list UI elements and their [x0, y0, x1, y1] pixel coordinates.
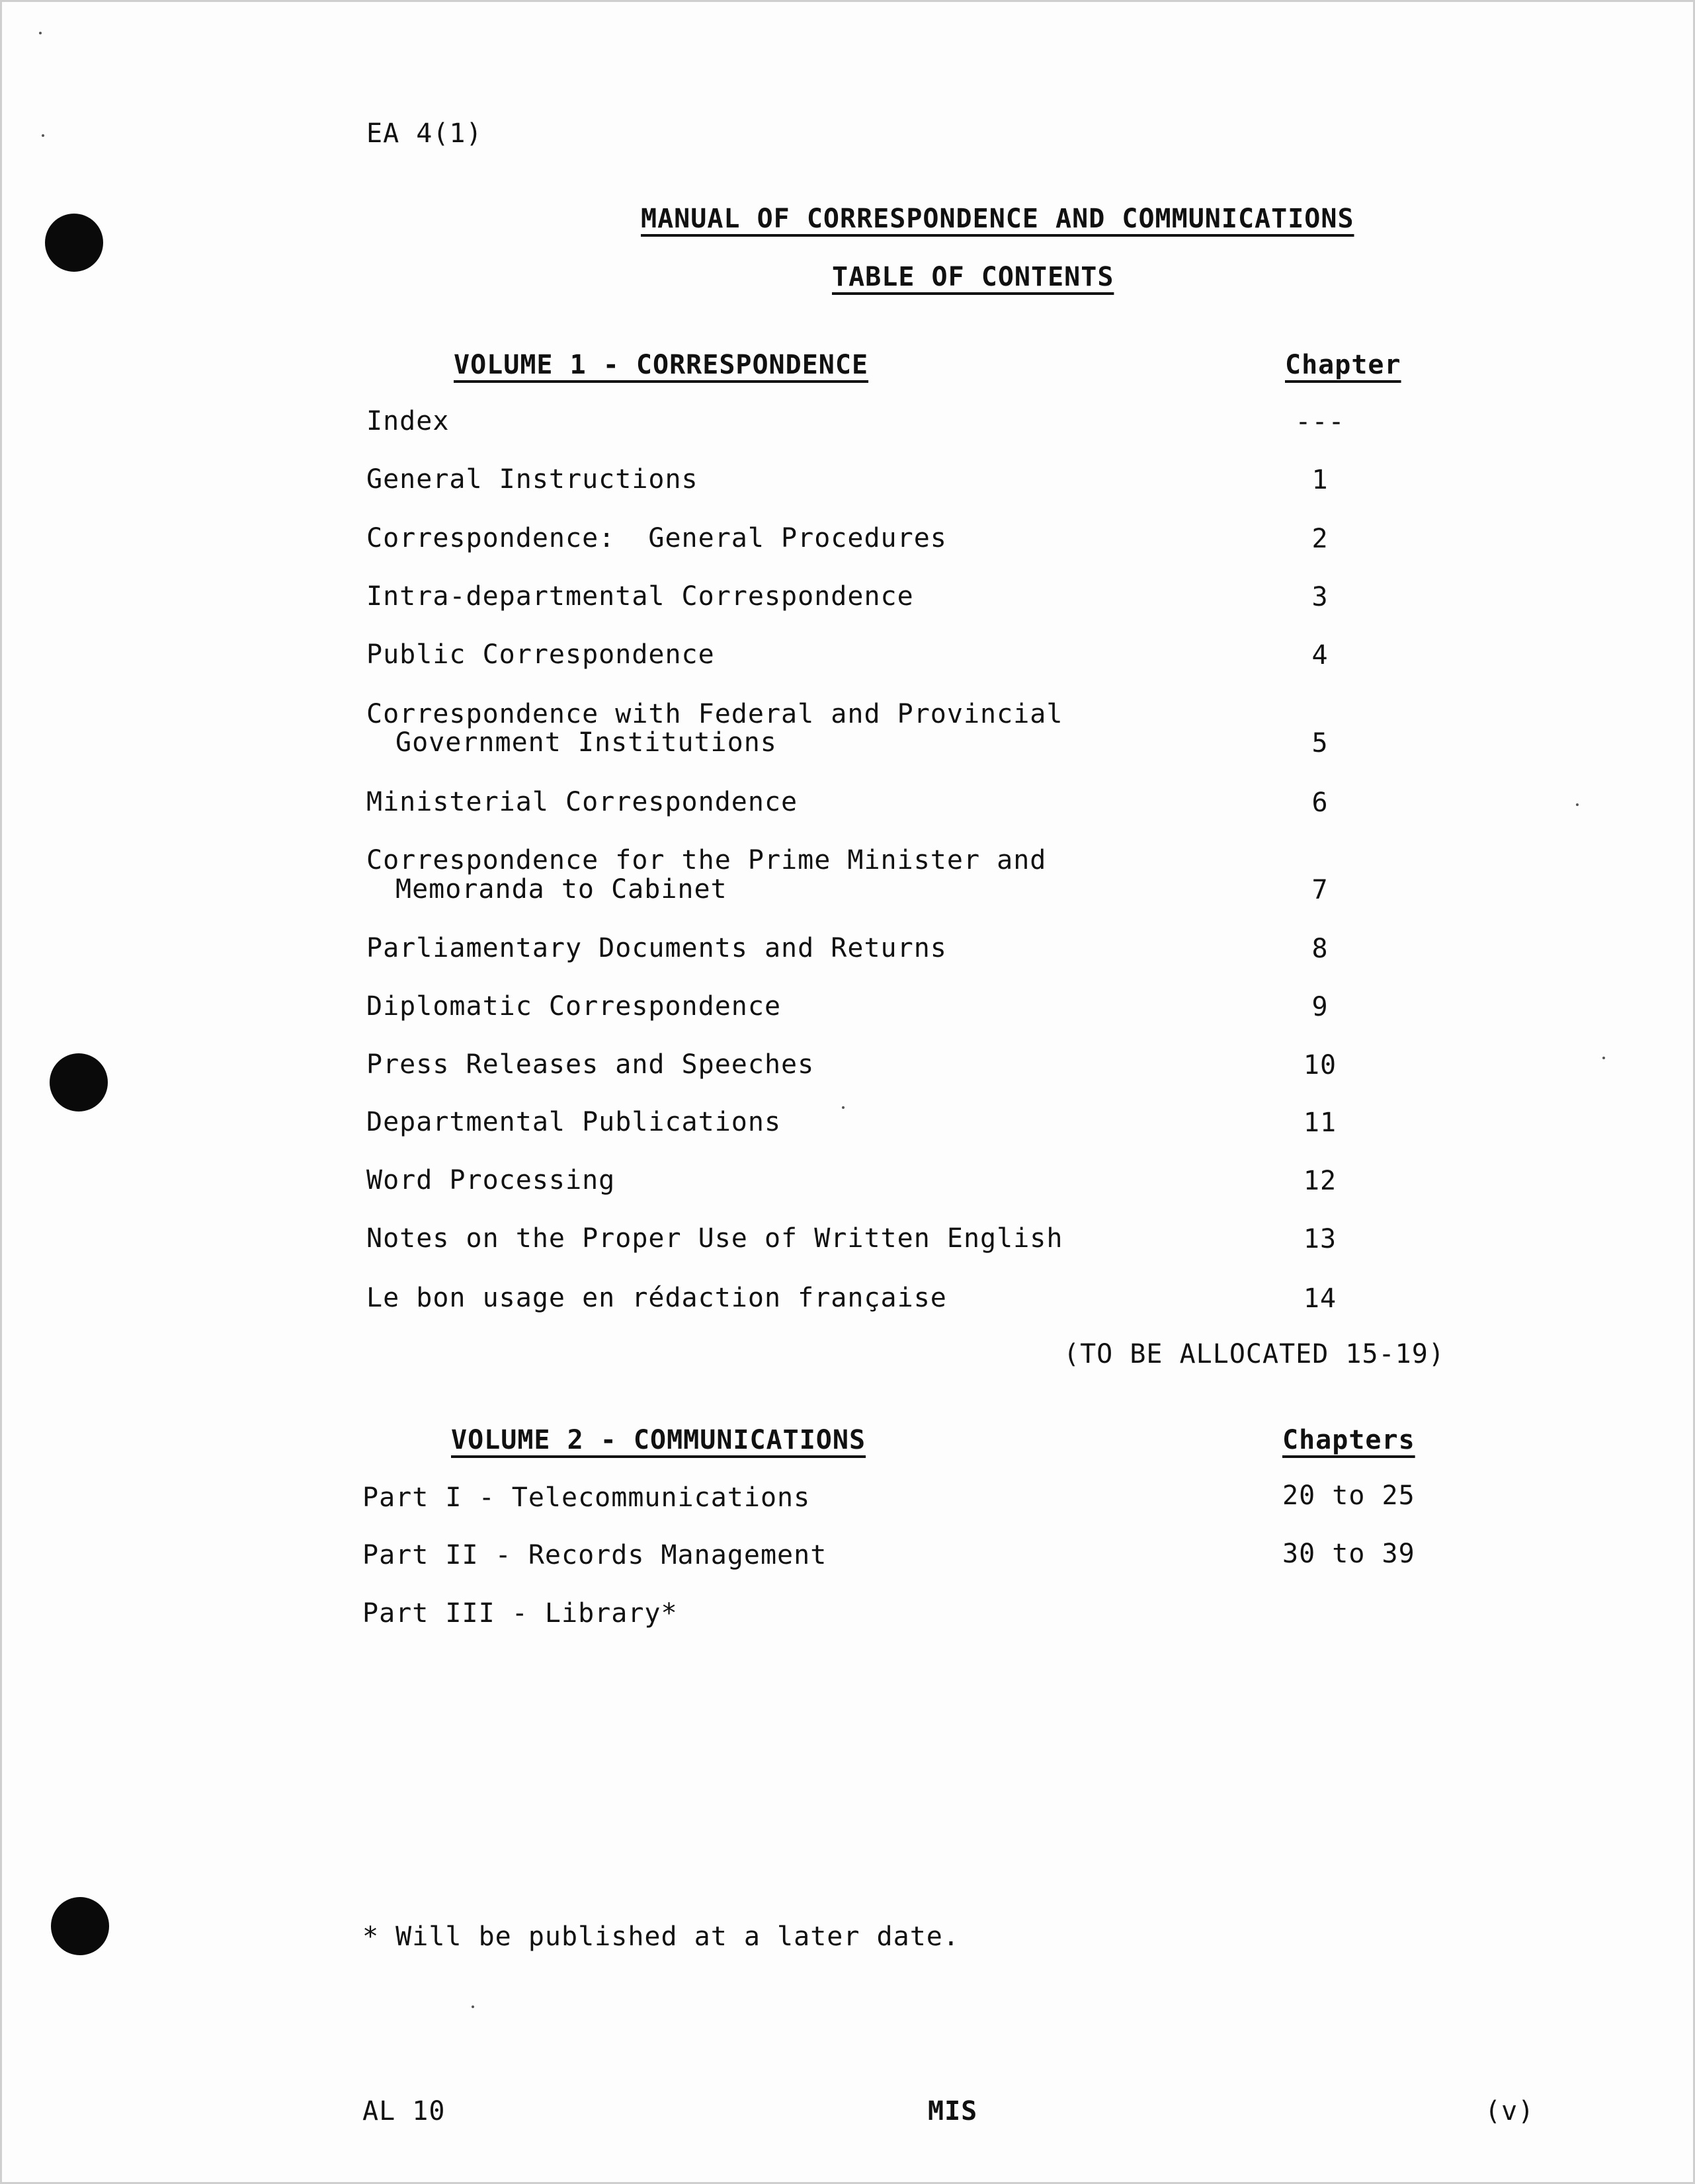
toc-chapter-number: 12: [1303, 1166, 1337, 1196]
document-subtitle: TABLE OF CONTENTS: [832, 262, 1114, 292]
toc-chapter-range: 30 to 39: [1282, 1539, 1415, 1569]
toc-entry-label: Departmental Publications: [366, 1107, 782, 1137]
toc-entry-label: Correspondence for the Prime Minister and: [366, 845, 1047, 875]
document-code: EA 4(1): [366, 118, 483, 149]
toc-chapter-number: ---: [1295, 407, 1345, 437]
toc-entry-label: Notes on the Proper Use of Written English: [366, 1223, 1063, 1254]
toc-chapter-number: 14: [1303, 1283, 1337, 1314]
toc-chapter-number: 4: [1311, 640, 1329, 670]
toc-entry-label: Press Releases and Speeches: [366, 1049, 815, 1080]
toc-chapter-number: 5: [1311, 728, 1329, 758]
scan-speck: [842, 1106, 845, 1109]
footer-center: MIS: [928, 2096, 978, 2126]
toc-entry-label-continued: Government Institutions: [395, 727, 777, 758]
toc-entry-label: Word Processing: [366, 1165, 616, 1195]
footnote: * Will be published at a later date.: [362, 1921, 960, 1952]
scan-speck: [42, 134, 44, 137]
chapters-column-heading: Chapters: [1282, 1425, 1415, 1455]
binder-hole-top: [45, 214, 103, 272]
allocation-note: (TO BE ALLOCATED 15-19): [1063, 1339, 1445, 1369]
toc-entry-label: Part I - Telecommunications: [362, 1482, 811, 1513]
toc-entry-label: Ministerial Correspondence: [366, 787, 798, 817]
toc-entry-label: Public Correspondence: [366, 639, 715, 670]
toc-chapter-number: 11: [1303, 1108, 1337, 1138]
toc-entry-label: Parliamentary Documents and Returns: [366, 933, 947, 963]
toc-chapter-number: 6: [1311, 788, 1329, 818]
toc-chapter-number: 10: [1303, 1050, 1337, 1080]
footer-left: AL 10: [362, 2096, 446, 2126]
binder-hole-middle: [50, 1053, 108, 1112]
toc-chapter-range: 20 to 25: [1282, 1480, 1415, 1511]
toc-chapter-number: 2: [1311, 524, 1329, 554]
toc-chapter-number: 8: [1311, 934, 1329, 964]
scan-speck: [39, 32, 42, 34]
toc-entry-label: Intra-departmental Correspondence: [366, 581, 914, 612]
toc-chapter-number: 1: [1311, 465, 1329, 495]
toc-entry-label: Part III - Library*: [362, 1598, 678, 1629]
toc-entry-label: Diplomatic Correspondence: [366, 991, 782, 1022]
toc-entry-label: Le bon usage en rédaction française: [366, 1283, 947, 1313]
document-title: MANUAL OF CORRESPONDENCE AND COMMUNICATIONS: [641, 204, 1354, 234]
volume-2-heading: VOLUME 2 - COMMUNICATIONS: [451, 1425, 866, 1455]
toc-entry-label: General Instructions: [366, 464, 698, 495]
toc-entry-label: Correspondence: General Procedures: [366, 523, 947, 553]
volume-1-heading: VOLUME 1 - CORRESPONDENCE: [454, 350, 869, 380]
toc-entry-label-continued: Memoranda to Cabinet: [395, 874, 727, 905]
footer-right: (v): [1485, 2096, 1535, 2126]
toc-entry-index: [366, 407, 449, 436]
binder-hole-bottom: [51, 1897, 109, 1955]
toc-entry-label: Part II - Records Management: [362, 1540, 827, 1570]
scan-speck: [472, 2005, 474, 2008]
toc-chapter-number: 3: [1311, 582, 1329, 612]
toc-entry-label: Index: [366, 406, 450, 436]
toc-chapter-number: 7: [1311, 875, 1329, 905]
toc-chapter-number: 9: [1311, 992, 1329, 1022]
scan-speck: [1576, 803, 1579, 806]
scan-speck: [1602, 1057, 1605, 1059]
chapter-column-heading: Chapter: [1285, 350, 1401, 380]
toc-chapter-number: 13: [1303, 1224, 1337, 1254]
toc-entry-label: Correspondence with Federal and Provincial: [366, 699, 1063, 729]
